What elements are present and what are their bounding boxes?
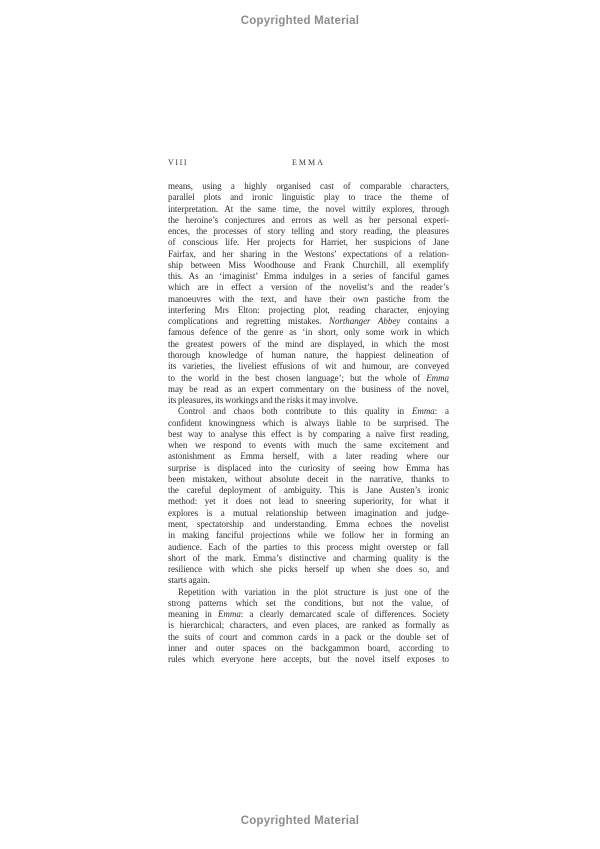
text-line: meaning in Emma: a clearly demarcated scale of differences. Society [168, 609, 449, 620]
paragraph [168, 587, 449, 666]
text-line: when we respond to events with much the same excitement and [168, 440, 449, 451]
text-line: short of the mark. Emma’s distinctive and charming quality is the [168, 552, 449, 563]
text-line: this. As an ‘imaginist’ Emma indulges in a series of fanciful games [168, 271, 449, 282]
page-header [168, 158, 449, 170]
text-line: strong patterns which set the conditions, but not the value, of [168, 597, 449, 608]
text-line: ment, spectatorship and understanding. Emma echoes the novelist [168, 518, 449, 529]
text-line: interpretation. At the same time, the novel wittily explores, through [168, 203, 449, 214]
text-line: rules which everyone here accepts, but the novel itself exposes to [168, 654, 449, 665]
text-line: astonishment as Emma herself, with a later reading where our [168, 451, 449, 462]
text-line: confident knowingness which is always liable to be surprised. The [168, 417, 449, 428]
body-text [168, 181, 449, 665]
text-line: surprise is displaced into the curiosity of seeing how Emma has [168, 462, 449, 473]
text-line: starts again. [168, 575, 210, 586]
text-line: been mistaken, without absolute deceit in the narrative, thanks to [168, 473, 449, 484]
text-line: parallel plots and ironic linguistic play to trace the theme of [168, 192, 449, 203]
paragraph [168, 406, 449, 586]
text-line: interfering Mrs Elton: projecting plot, reading character, enjoying [168, 304, 449, 315]
text-line: its pleasures, its workings and the risks it may involve. [168, 395, 358, 406]
text-line: the careful deployment of ambiguity. This is Jane Austen’s ironic [168, 485, 449, 496]
text-line: method: yet it does not lead to sneering superiority, for what it [168, 496, 449, 507]
text-line: its varieties, the liveliest effusions of wit and humour, are conveyed [168, 361, 449, 372]
text-line: Fairfax, and her sharing in the Westons’ expectations of a relation- [168, 248, 449, 259]
text-line: to the world in the best chosen language’; but the whole of Emma [168, 372, 449, 383]
text-line: famous defence of the genre as ‘in short, only some work in which [168, 327, 449, 338]
text-line: the heroine’s conjectures and errors as well as her personal experi- [168, 214, 449, 225]
running-title: EMMA [292, 158, 325, 167]
text-line: ship between Miss Woodhouse and Frank Churchill, all exemplify [168, 259, 449, 270]
text-line: the greatest powers of the mind are displayed, in which the most [168, 338, 449, 349]
paragraph [168, 181, 449, 406]
text-line: means, using a highly organised cast of comparable characters, [168, 181, 449, 191]
text-line: complications and regretting mistakes. Northanger Abbey contains a [168, 316, 449, 327]
text-line: thorough knowledge of human nature, the happiest delineation of [168, 349, 449, 360]
copyright-watermark-bottom: Copyrighted Material [240, 815, 360, 827]
page-number: VIII [168, 158, 189, 167]
text-line: is hierarchical; characters, and even places, are ranked as formally as [168, 620, 449, 631]
text-line: audience. Each of the parties to this process might overstep or fall [168, 541, 449, 552]
text-line: in making fanciful projections while we follow her in forming an [168, 530, 449, 541]
text-line: of conscious life. Her projects for Harriet, her suspicions of Jane [168, 237, 449, 248]
text-line: Control and chaos both contribute to this quality in Emma: a [178, 406, 449, 417]
text-line: best way to analyse this effect is by comparing a naïve first reading, [168, 428, 449, 439]
text-line: inner and outer spaces on the backgammon board, according to [168, 642, 449, 653]
text-line: manoeuvres with the text, and have their own pastiche from the [168, 293, 449, 304]
text-line: ences, the processes of story telling and story reading, the pleasures [168, 226, 449, 237]
text-line: may be read as an expert commentary on the business of the novel, [168, 383, 449, 394]
text-line: explores is a mutual relationship between imagination and judge- [168, 507, 449, 518]
text-line: resilience with which she picks herself up when she does so, and [168, 564, 449, 575]
copyright-watermark-top: Copyrighted Material [240, 15, 360, 27]
text-line: Repetition with variation in the plot structure is just one of the [178, 586, 449, 597]
text-line: which are in effect a version of the novelist’s and the reader’s [168, 282, 449, 293]
text-line: the suits of court and common cards in a pack or the double set of [168, 631, 449, 642]
